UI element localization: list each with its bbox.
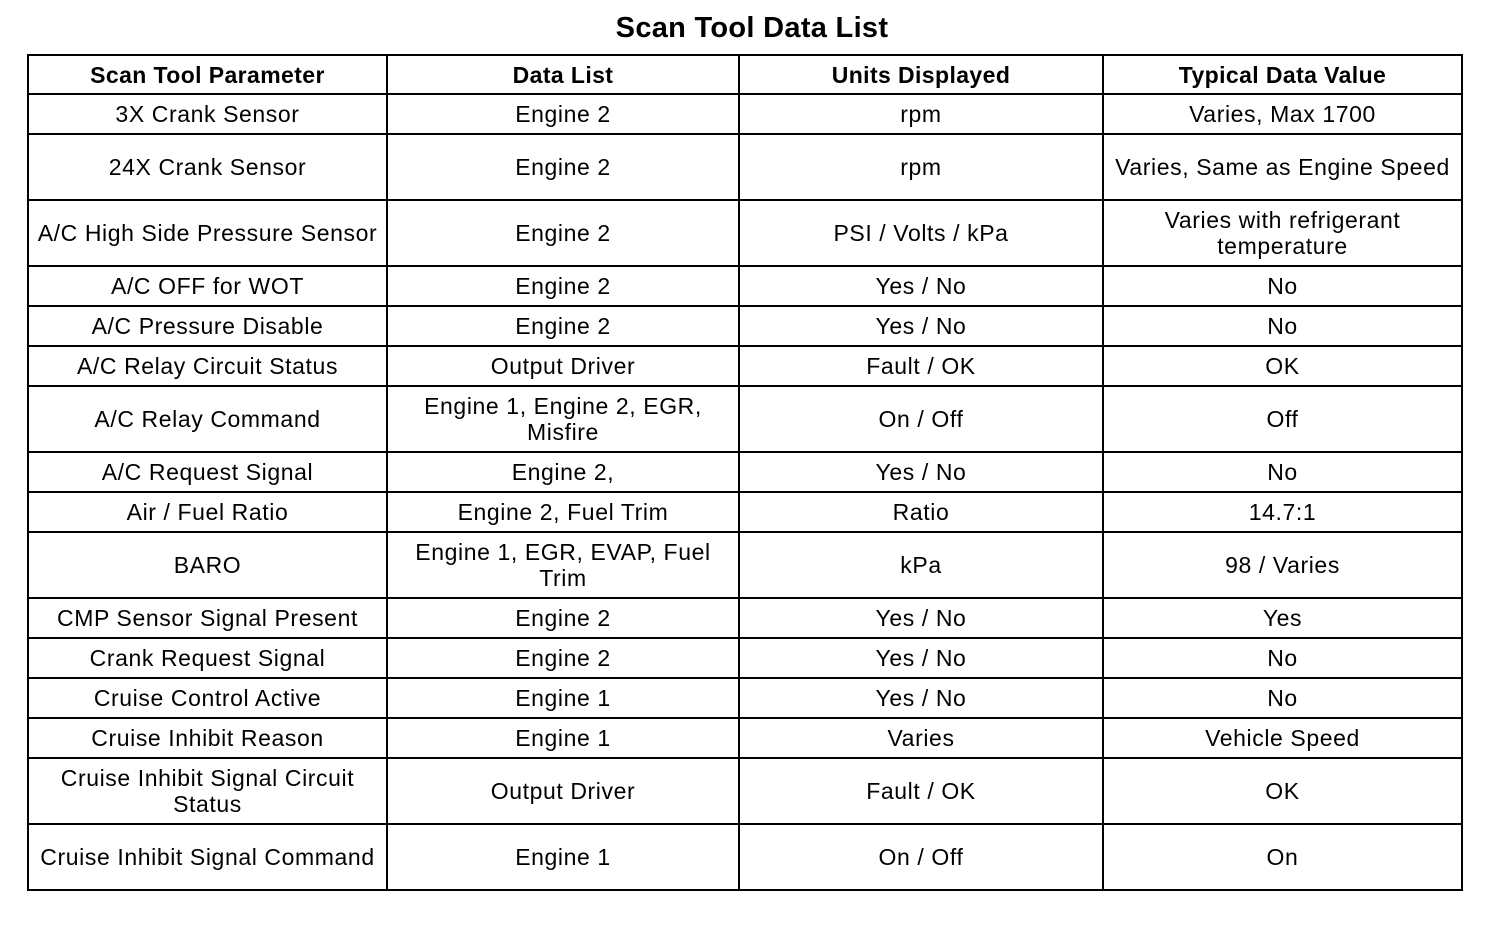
cell-data-list: Engine 1, Engine 2, EGR, Misfire	[387, 386, 739, 452]
cell-data-list: Engine 2	[387, 598, 739, 638]
table-row	[28, 452, 1462, 492]
cell-units: Yes / No	[739, 678, 1103, 718]
cell-typical-value: No	[1103, 678, 1462, 718]
table-row	[28, 134, 1462, 200]
cell-typical-value: Varies, Same as Engine Speed	[1103, 134, 1462, 200]
cell-parameter: A/C High Side Pressure Sensor	[28, 200, 387, 266]
table-row	[28, 718, 1462, 758]
table-row	[28, 306, 1462, 346]
table-row	[28, 678, 1462, 718]
document-title: Scan Tool Data List	[615, 12, 889, 44]
table-row	[28, 346, 1462, 386]
cell-parameter: Crank Request Signal	[28, 638, 387, 678]
cell-units: Yes / No	[739, 452, 1103, 492]
header-scan-tool-parameter: Scan Tool Parameter	[28, 55, 387, 94]
cell-data-list: Engine 2	[387, 134, 739, 200]
cell-data-list: Engine 2, Fuel Trim	[387, 492, 739, 532]
cell-units: Yes / No	[739, 638, 1103, 678]
cell-typical-value: OK	[1103, 758, 1462, 824]
cell-typical-value: Vehicle Speed	[1103, 718, 1462, 758]
cell-units: Varies	[739, 718, 1103, 758]
cell-data-list: Engine 2	[387, 94, 739, 134]
cell-typical-value: OK	[1103, 346, 1462, 386]
table-row	[28, 94, 1462, 134]
cell-parameter: A/C Pressure Disable	[28, 306, 387, 346]
table-row	[28, 200, 1462, 266]
cell-typical-value: No	[1103, 638, 1462, 678]
cell-units: On / Off	[739, 386, 1103, 452]
cell-parameter: A/C Relay Command	[28, 386, 387, 452]
cell-units: PSI / Volts / kPa	[739, 200, 1103, 266]
cell-parameter: A/C Request Signal	[28, 452, 387, 492]
table-row	[28, 266, 1462, 306]
cell-data-list: Engine 1	[387, 678, 739, 718]
cell-typical-value: No	[1103, 452, 1462, 492]
cell-parameter: Air / Fuel Ratio	[28, 492, 387, 532]
cell-typical-value: Off	[1103, 386, 1462, 452]
cell-units: rpm	[739, 94, 1103, 134]
cell-data-list: Engine 1, EGR, EVAP, Fuel Trim	[387, 532, 739, 598]
table-header-row	[28, 55, 1462, 94]
cell-parameter: 24X Crank Sensor	[28, 134, 387, 200]
table-row	[28, 386, 1462, 452]
header-typical-data-value: Typical Data Value	[1103, 55, 1462, 94]
cell-units: rpm	[739, 134, 1103, 200]
cell-parameter: Cruise Control Active	[28, 678, 387, 718]
cell-data-list: Output Driver	[387, 346, 739, 386]
header-data-list: Data List	[387, 55, 739, 94]
cell-parameter: CMP Sensor Signal Present	[28, 598, 387, 638]
cell-units: On / Off	[739, 824, 1103, 890]
cell-units: kPa	[739, 532, 1103, 598]
table-row	[28, 824, 1462, 890]
cell-data-list: Output Driver	[387, 758, 739, 824]
cell-typical-value: On	[1103, 824, 1462, 890]
cell-parameter: BARO	[28, 532, 387, 598]
cell-data-list: Engine 2	[387, 306, 739, 346]
cell-units: Yes / No	[739, 266, 1103, 306]
scan-tool-data-table	[27, 54, 1463, 891]
table-row	[28, 758, 1462, 824]
cell-data-list: Engine 2	[387, 638, 739, 678]
cell-units: Yes / No	[739, 306, 1103, 346]
cell-typical-value: Yes	[1103, 598, 1462, 638]
table-row	[28, 532, 1462, 598]
cell-units: Fault / OK	[739, 346, 1103, 386]
cell-typical-value: No	[1103, 266, 1462, 306]
cell-typical-value: Varies, Max 1700	[1103, 94, 1462, 134]
cell-parameter: Cruise Inhibit Signal Circuit Status	[28, 758, 387, 824]
cell-data-list: Engine 1	[387, 718, 739, 758]
cell-parameter: 3X Crank Sensor	[28, 94, 387, 134]
cell-units: Ratio	[739, 492, 1103, 532]
cell-units: Fault / OK	[739, 758, 1103, 824]
table-row	[28, 638, 1462, 678]
cell-typical-value: 14.7:1	[1103, 492, 1462, 532]
cell-data-list: Engine 2	[387, 200, 739, 266]
cell-parameter: Cruise Inhibit Reason	[28, 718, 387, 758]
header-units-displayed: Units Displayed	[739, 55, 1103, 94]
cell-parameter: Cruise Inhibit Signal Command	[28, 824, 387, 890]
cell-data-list: Engine 2,	[387, 452, 739, 492]
table-row	[28, 598, 1462, 638]
cell-data-list: Engine 2	[387, 266, 739, 306]
cell-typical-value: Varies with refrigerant temperature	[1103, 200, 1462, 266]
cell-data-list: Engine 1	[387, 824, 739, 890]
table-row	[28, 492, 1462, 532]
cell-typical-value: No	[1103, 306, 1462, 346]
cell-parameter: A/C Relay Circuit Status	[28, 346, 387, 386]
cell-parameter: A/C OFF for WOT	[28, 266, 387, 306]
cell-units: Yes / No	[739, 598, 1103, 638]
cell-typical-value: 98 / Varies	[1103, 532, 1462, 598]
